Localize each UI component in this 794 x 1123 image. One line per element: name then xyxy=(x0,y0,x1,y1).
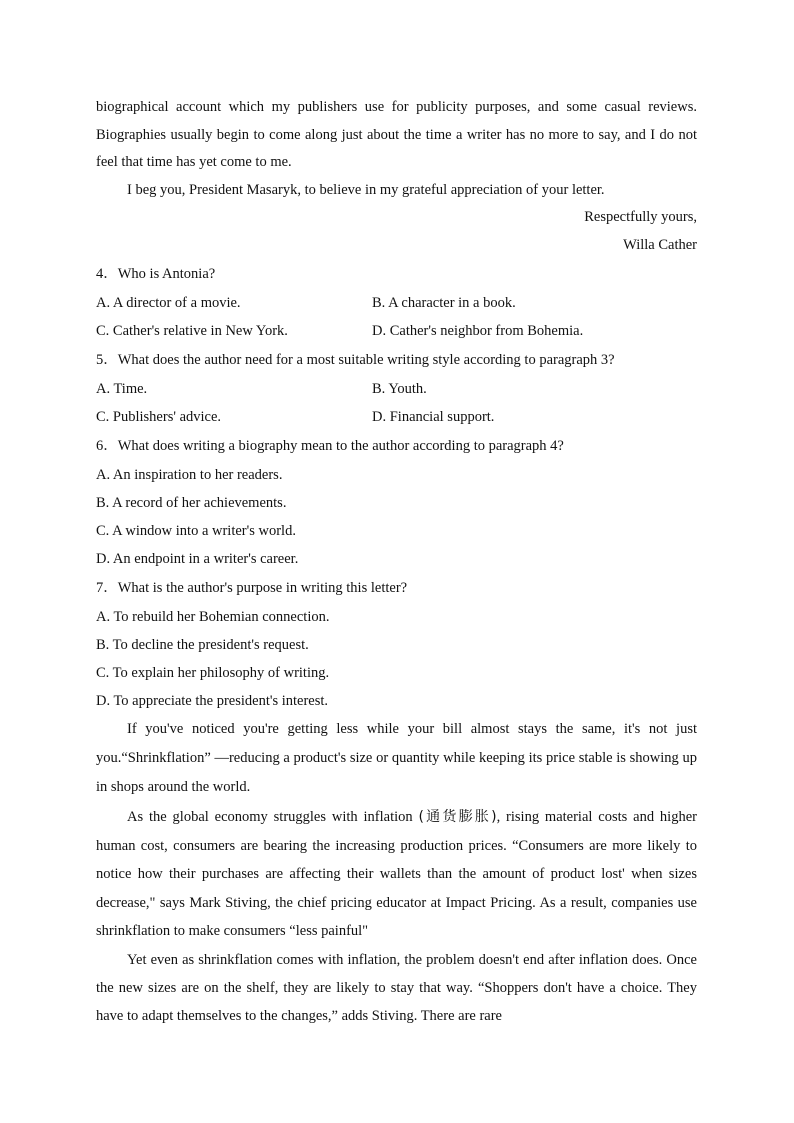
question-4-option-c: C. Cather's relative in New York. xyxy=(96,323,288,339)
letter-closing: Respectfully yours, xyxy=(584,209,697,225)
letter-paragraph-closing-thanks: I beg you, President Masaryk, to believe in my grateful appreciation of your letter. xyxy=(127,181,605,198)
question-4-option-a: A. A director of a movie. xyxy=(96,295,241,311)
question-6-option-b: B. A record of her achievements. xyxy=(96,495,287,511)
question-7-option-b: B. To decline the president's request. xyxy=(96,637,309,653)
question-5-stem: 5．What does the author need for a most suitable writing style according to paragraph 3? xyxy=(96,352,615,368)
letter-signature: Willa Cather xyxy=(623,236,697,253)
question-5-option-d: D. Financial support. xyxy=(372,409,495,425)
question-5-option-c: C. Publishers' advice. xyxy=(96,409,222,425)
question-4-options-row-2 xyxy=(96,317,697,345)
question-6-stem: 6．What does writing a biography mean to the author according to paragraph 4? xyxy=(96,438,564,454)
passage-paragraph-1: If you've noticed you're getting less while your bill almost stays the same, it's not just you.“Shrinkflation” —reducing a product's size or quantity while keeping its price stable is showing up in shops around the world. xyxy=(96,721,697,795)
question-5-option-a: A. Time. xyxy=(96,381,148,397)
question-4-options-row-1 xyxy=(96,289,697,317)
passage-paragraph-2 xyxy=(96,803,697,946)
question-4-stem: 4．Who is Antonia? xyxy=(96,266,216,282)
passage-paragraph-2-before: As the global economy struggles with inflation xyxy=(127,809,419,825)
question-7-option-d: D. To appreciate the president's interest. xyxy=(96,693,329,709)
question-7-stem: 7．What is the author's purpose in writing this letter? xyxy=(96,580,408,596)
question-6-option-a: A. An inspiration to her readers. xyxy=(96,467,283,483)
passage-paragraph-3: Yet even as shrinkflation comes with inflation, the problem doesn't end after inflation does. Once the new sizes are on the shelf, they are likely to stay that way. “Shoppers don't have a choice. They have to adapt themselves to the changes,” adds Stiving. There are rare xyxy=(96,951,697,1024)
inflation-chinese-gloss: (通货膨胀) xyxy=(418,809,497,825)
question-7-option-c: C. To explain her philosophy of writing. xyxy=(96,665,330,681)
passage-paragraph-2-after: , rising material costs and higher human cost, consumers are bearing the increasing production prices. “Consumers are more likely to notice how their purchases are affecting their wallets than the amount of product lost' when sizes decrease," says Mark Stiving, the chief pricing educator at Impact Pricing. As a result, companies use shrinkflation to make consumers “less painful" xyxy=(96,809,697,939)
question-6-option-d: D. An endpoint in a writer's career. xyxy=(96,551,299,567)
question-5-option-b: B. Youth. xyxy=(372,381,427,397)
question-6-option-c: C. A window into a writer's world. xyxy=(96,523,296,539)
question-4-option-b: B. A character in a book. xyxy=(372,295,516,311)
document-page xyxy=(96,94,697,1030)
letter-paragraph-continued: biographical account which my publishers use for publicity purposes, and some casual reviews. Biographies usually begin to come along just about the time a writer has no more to say, and I do not feel that time has yet come to me. xyxy=(96,99,697,170)
question-5-options-row-2 xyxy=(96,403,697,431)
question-4-option-d: D. Cather's neighbor from Bohemia. xyxy=(372,323,584,339)
question-5-options-row-1 xyxy=(96,375,697,403)
question-7-option-a: A. To rebuild her Bohemian connection. xyxy=(96,609,330,625)
